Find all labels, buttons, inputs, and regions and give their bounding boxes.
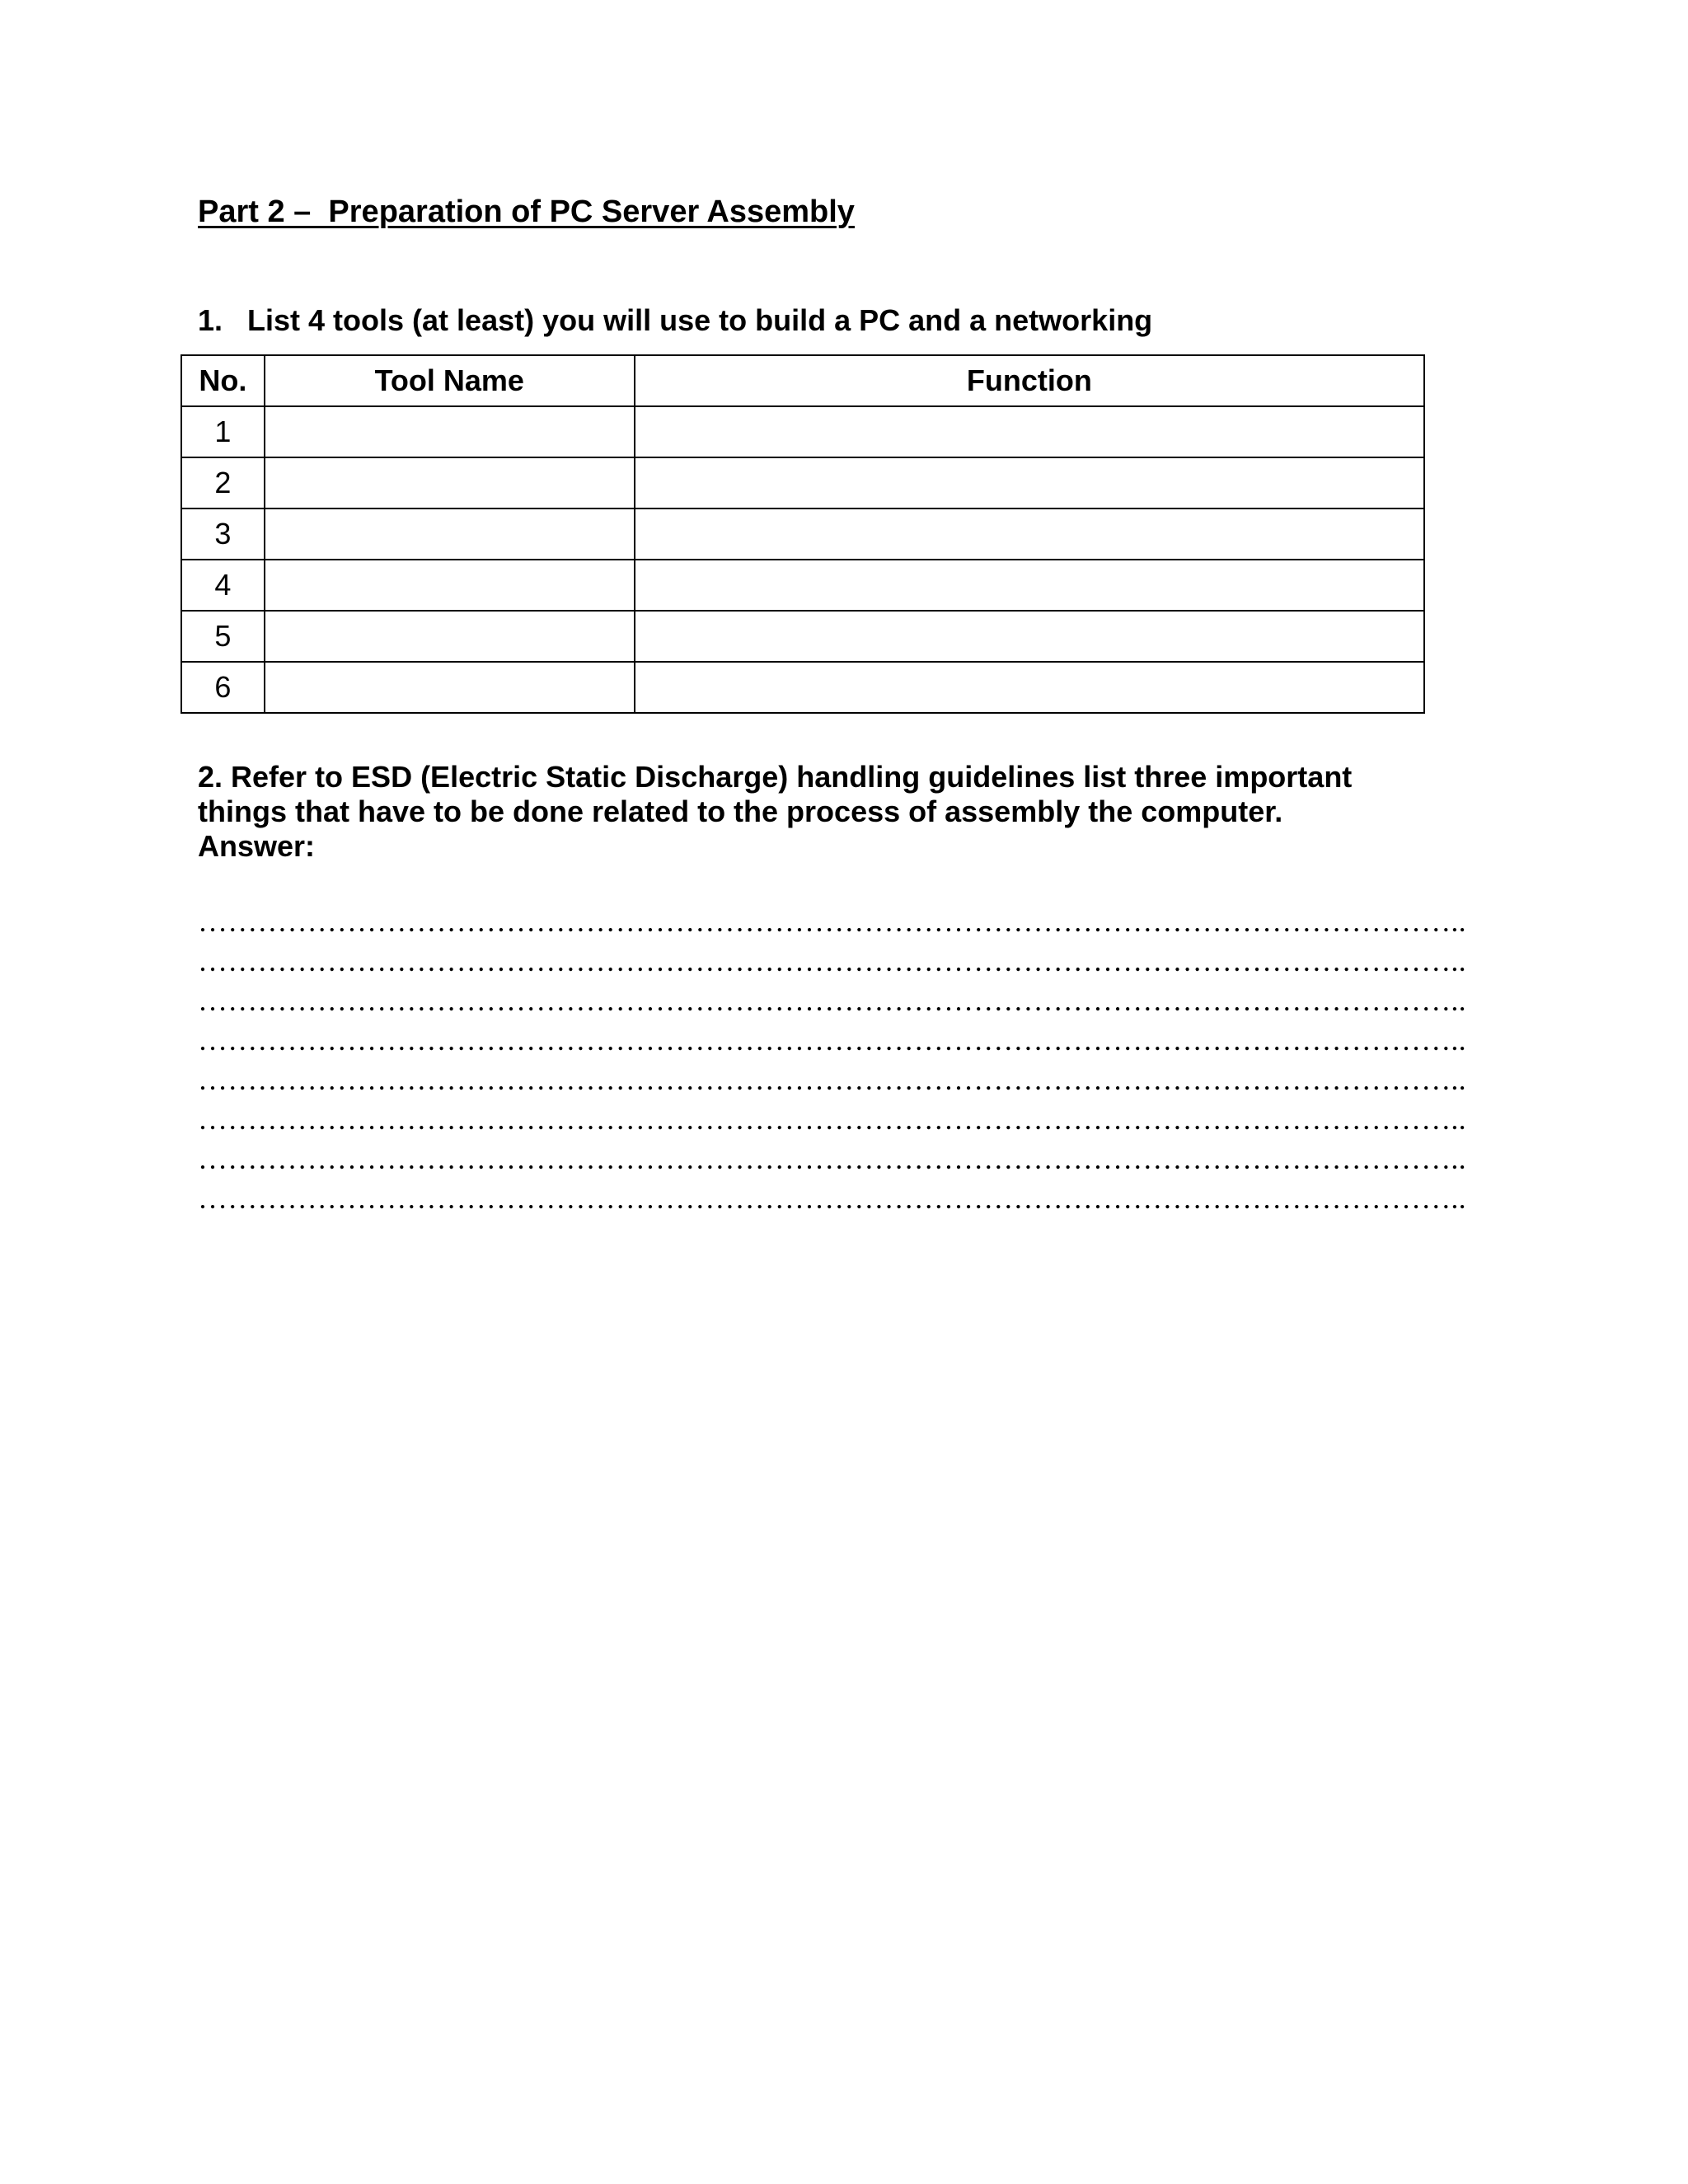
tool-name-cell[interactable]: [265, 509, 635, 560]
row-number: 3: [181, 509, 265, 560]
table-row: [181, 457, 1424, 509]
function-cell[interactable]: [635, 662, 1424, 713]
row-number: 4: [181, 560, 265, 611]
page-title: Part 2 – Preparation of PC Server Assembly: [198, 194, 855, 229]
answer-line: ………………………………………………………………………………………………………………..: [198, 1103, 1466, 1136]
answer-line: ………………………………………………………………………………………………………………..: [198, 1142, 1466, 1175]
table-row: [181, 509, 1424, 560]
answer-line: ………………………………………………………………………………………………………………..: [198, 944, 1466, 977]
tool-name-cell[interactable]: [265, 457, 635, 509]
question-2-line-1: 2. Refer to ESD (Electric Static Discharge) handling guidelines list three important: [198, 760, 1353, 794]
answer-line: ………………………………………………………………………………………………………………..: [198, 905, 1466, 938]
header-tool-name: Tool Name: [265, 355, 635, 406]
table-row: [181, 406, 1424, 457]
function-cell[interactable]: [635, 457, 1424, 509]
header-no: No.: [181, 355, 265, 406]
function-cell[interactable]: [635, 406, 1424, 457]
answer-line: ………………………………………………………………………………………………………………..: [198, 1063, 1466, 1096]
row-number: 1: [181, 406, 265, 457]
tool-name-cell[interactable]: [265, 662, 635, 713]
table-row: [181, 611, 1424, 662]
row-number: 5: [181, 611, 265, 662]
answer-line: ………………………………………………………………………………………………………………..: [198, 1024, 1466, 1057]
row-number: 2: [181, 457, 265, 509]
function-cell[interactable]: [635, 560, 1424, 611]
function-cell[interactable]: [635, 509, 1424, 560]
answer-line: ………………………………………………………………………………………………………………..: [198, 1182, 1466, 1215]
table-row: [181, 560, 1424, 611]
table-row: [181, 662, 1424, 713]
function-cell[interactable]: [635, 611, 1424, 662]
tool-name-cell[interactable]: [265, 611, 635, 662]
row-number: 6: [181, 662, 265, 713]
tool-name-cell[interactable]: [265, 560, 635, 611]
answer-area[interactable]: [198, 902, 1467, 1218]
question-1-text: 1. List 4 tools (at least) you will use to build a PC and a networking: [198, 303, 1153, 337]
answer-line: ………………………………………………………………………………………………………………..: [198, 984, 1466, 1017]
question-2: [198, 760, 1484, 864]
answer-label: Answer:: [198, 829, 316, 863]
tools-table: [181, 354, 1425, 714]
question-2-line-2: things that have to be done related to the process of assembly the computer.: [198, 794, 1283, 828]
header-function: Function: [635, 355, 1424, 406]
tool-name-cell[interactable]: [265, 406, 635, 457]
table-header-row: [181, 355, 1424, 406]
